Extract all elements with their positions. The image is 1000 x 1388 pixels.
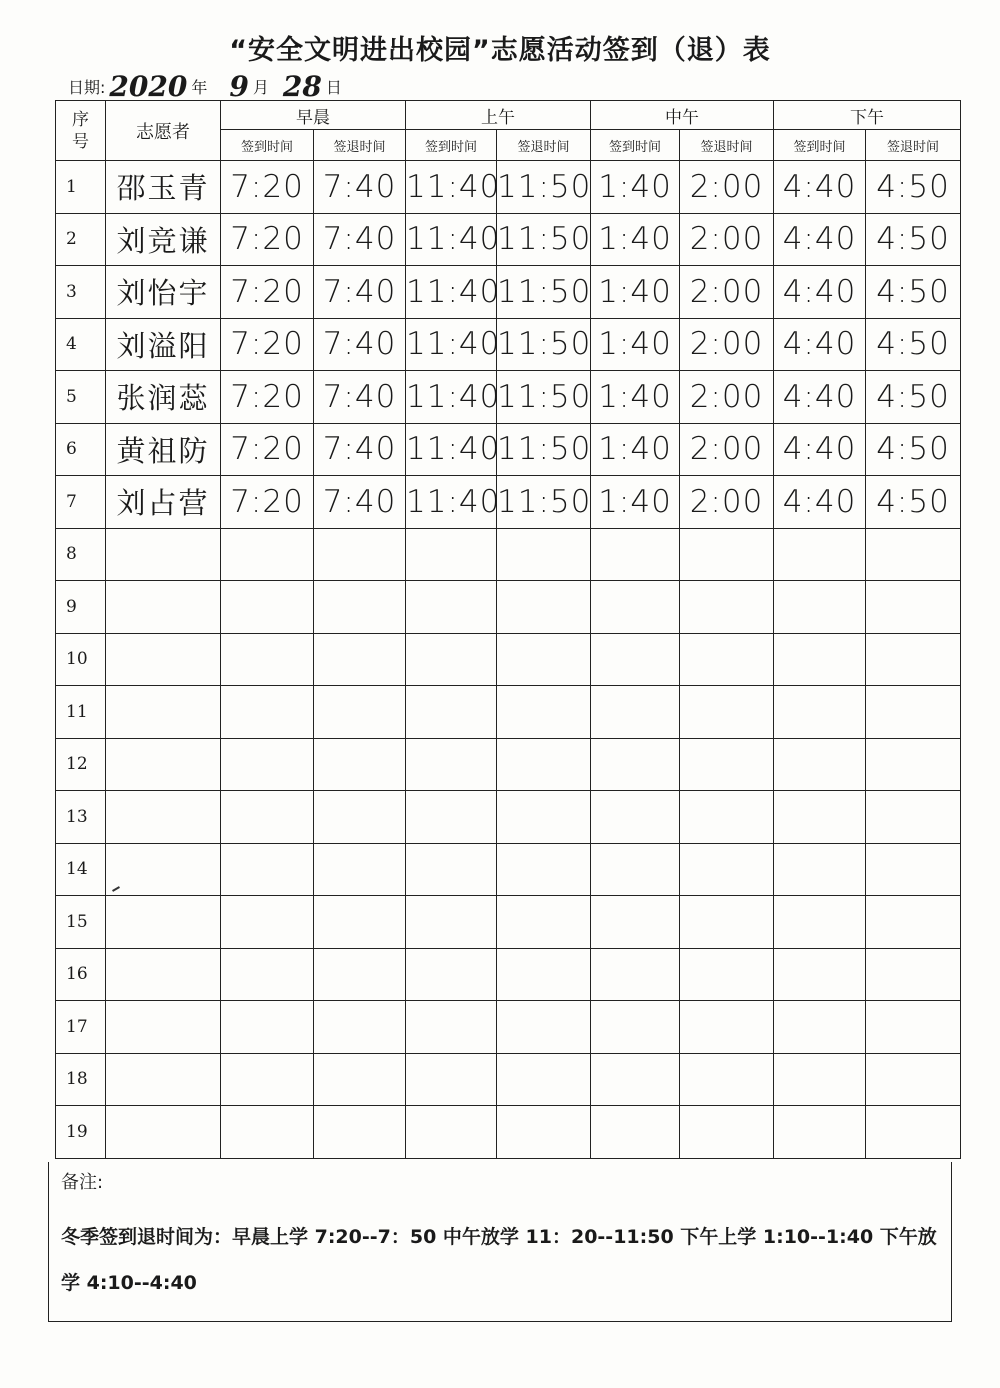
sign-in-time [406, 948, 497, 1001]
table-row [56, 1053, 961, 1106]
sign-in-time [406, 581, 497, 634]
sign-out-time [314, 686, 406, 739]
sign-in-time [774, 686, 866, 739]
notes-section [48, 1162, 952, 1322]
period-header-morning: 早晨 [221, 101, 406, 130]
sign-out-time [497, 633, 591, 686]
table-row [56, 1106, 961, 1159]
row-number: 9 [56, 581, 106, 634]
sign-out-time [680, 581, 774, 634]
sign-in-time [221, 1106, 314, 1159]
sign-out-time [314, 791, 406, 844]
date-year-unit: 年 [191, 78, 208, 97]
sign-out-time: 2:00 [680, 161, 774, 214]
date-line [68, 70, 342, 103]
sign-out-time [866, 896, 961, 949]
period-header-afternoon: 下午 [774, 101, 961, 130]
sign-in-time [774, 1001, 866, 1054]
sign-in-time [221, 948, 314, 1001]
sign-in-time [774, 791, 866, 844]
sign-in-time: 1:40 [591, 318, 680, 371]
sign-in-time [591, 633, 680, 686]
volunteer-name [106, 738, 221, 791]
sign-out-time [680, 843, 774, 896]
date-label: 日期: [68, 78, 106, 97]
table-row [56, 896, 961, 949]
sign-in-time [406, 738, 497, 791]
table-row [56, 686, 961, 739]
date-year: 2020 [109, 70, 188, 103]
sign-out-time [314, 1053, 406, 1106]
sign-in-header: 签到时间 [221, 130, 314, 161]
sign-out-time [314, 896, 406, 949]
table-row [56, 528, 961, 581]
attendance-table [55, 100, 961, 1159]
sign-in-time [591, 528, 680, 581]
table-row [56, 423, 961, 476]
sign-in-time [406, 1001, 497, 1054]
sign-out-time [497, 686, 591, 739]
sign-in-time: 1:40 [591, 161, 680, 214]
table-row [56, 371, 961, 424]
volunteer-name: 刘竞谦 [106, 213, 221, 266]
sign-out-time [866, 686, 961, 739]
table-row [56, 161, 961, 214]
sign-in-time: 4:40 [774, 318, 866, 371]
table-row [56, 266, 961, 319]
table-row [56, 843, 961, 896]
sign-out-time: 7:40 [314, 213, 406, 266]
sign-out-time [314, 1001, 406, 1054]
sign-in-time: 4:40 [774, 213, 866, 266]
volunteer-name [106, 581, 221, 634]
volunteer-name: 张润蕊 [106, 371, 221, 424]
sign-in-time: 1:40 [591, 213, 680, 266]
table-row [56, 948, 961, 1001]
sign-in-time [774, 528, 866, 581]
sign-out-time: 7:40 [314, 423, 406, 476]
sign-out-time: 2:00 [680, 423, 774, 476]
sign-out-time [866, 738, 961, 791]
sign-out-time: 4:50 [866, 266, 961, 319]
sign-in-time: 7:20 [221, 213, 314, 266]
sign-in-time: 7:20 [221, 318, 314, 371]
table-row [56, 1001, 961, 1054]
table-row [56, 318, 961, 371]
sign-out-time [314, 528, 406, 581]
sign-out-time: 11:50 [497, 423, 591, 476]
row-number: 13 [56, 791, 106, 844]
sign-in-time [221, 528, 314, 581]
sign-in-time: 4:40 [774, 423, 866, 476]
row-number: 5 [56, 371, 106, 424]
date-day: 28 [282, 70, 322, 103]
row-number: 16 [56, 948, 106, 1001]
sign-out-time: 7:40 [314, 318, 406, 371]
sign-out-time: 7:40 [314, 161, 406, 214]
sign-out-time: 11:50 [497, 266, 591, 319]
sign-out-time: 7:40 [314, 266, 406, 319]
sign-out-time [866, 633, 961, 686]
sign-out-time [680, 686, 774, 739]
sign-out-time: 7:40 [314, 476, 406, 529]
date-day-unit: 日 [325, 78, 342, 97]
sign-in-time [774, 843, 866, 896]
sign-out-time [497, 528, 591, 581]
table-row [56, 738, 961, 791]
sign-out-time [680, 633, 774, 686]
attendance-table-wrap [55, 100, 960, 1159]
sign-out-time [497, 581, 591, 634]
sign-in-time [406, 528, 497, 581]
sign-out-time [866, 948, 961, 1001]
volunteer-name [106, 896, 221, 949]
sign-in-header: 签到时间 [591, 130, 680, 161]
sign-out-time: 2:00 [680, 371, 774, 424]
row-number: 14 [56, 843, 106, 896]
row-number: 1 [56, 161, 106, 214]
volunteer-name: 邵玉青 [106, 161, 221, 214]
sign-in-time: 11:40 [406, 318, 497, 371]
sign-out-time: 2:00 [680, 476, 774, 529]
sign-in-time [591, 791, 680, 844]
sign-out-time [866, 528, 961, 581]
volunteer-name [106, 1053, 221, 1106]
sign-out-time: 11:50 [497, 476, 591, 529]
sign-out-time [680, 1001, 774, 1054]
sheet-title: “安全文明进出校园”志愿活动签到（退）表 [229, 35, 771, 66]
sign-out-time: 4:50 [866, 371, 961, 424]
row-number: 4 [56, 318, 106, 371]
table-row [56, 791, 961, 844]
sign-out-time [866, 791, 961, 844]
sign-out-time [314, 1106, 406, 1159]
header-row-periods [56, 101, 961, 130]
sign-out-time: 7:40 [314, 371, 406, 424]
sign-out-time [314, 633, 406, 686]
sign-out-time [680, 948, 774, 1001]
notes-label: 备注: [61, 1172, 104, 1193]
sign-in-time: 1:40 [591, 423, 680, 476]
sign-out-time [680, 738, 774, 791]
sign-out-time: 4:50 [866, 161, 961, 214]
row-number: 2 [56, 213, 106, 266]
row-number: 7 [56, 476, 106, 529]
volunteer-name [106, 633, 221, 686]
volunteer-name [106, 948, 221, 1001]
sign-in-time [774, 1106, 866, 1159]
volunteer-name [106, 1001, 221, 1054]
sign-in-time [591, 896, 680, 949]
sign-in-time [221, 1053, 314, 1106]
volunteer-name: 刘占营 [106, 476, 221, 529]
volunteer-name [106, 686, 221, 739]
period-header-forenoon: 上午 [406, 101, 591, 130]
row-number: 12 [56, 738, 106, 791]
sign-in-time: 11:40 [406, 213, 497, 266]
sign-in-time: 1:40 [591, 476, 680, 529]
sign-in-time: 11:40 [406, 266, 497, 319]
sign-in-time [774, 896, 866, 949]
sign-out-time [314, 738, 406, 791]
row-number: 19 [56, 1106, 106, 1159]
sign-out-time: 4:50 [866, 476, 961, 529]
sign-out-time [680, 1106, 774, 1159]
sign-in-time [774, 581, 866, 634]
sign-in-time: 7:20 [221, 371, 314, 424]
sign-in-time [591, 686, 680, 739]
sign-out-time: 4:50 [866, 213, 961, 266]
sign-out-time [497, 791, 591, 844]
row-number: 8 [56, 528, 106, 581]
sign-out-time [497, 1053, 591, 1106]
sign-in-time [774, 1053, 866, 1106]
period-header-noon: 中午 [591, 101, 774, 130]
row-number: 17 [56, 1001, 106, 1054]
volunteer-name: 黄祖防 [106, 423, 221, 476]
sign-in-time [406, 843, 497, 896]
sign-out-time [866, 1053, 961, 1106]
sign-in-time [406, 791, 497, 844]
sign-in-time: 4:40 [774, 476, 866, 529]
volunteer-name: 刘怡宇 [106, 266, 221, 319]
sign-in-time [406, 1106, 497, 1159]
sign-out-time [497, 1001, 591, 1054]
sign-in-time [591, 843, 680, 896]
table-row [56, 476, 961, 529]
sign-out-time [680, 791, 774, 844]
sign-in-time: 7:20 [221, 423, 314, 476]
sign-in-time [406, 896, 497, 949]
sign-out-header: 签退时间 [497, 130, 591, 161]
sign-in-time [774, 738, 866, 791]
row-number: 10 [56, 633, 106, 686]
sign-in-time: 7:20 [221, 266, 314, 319]
sign-out-time [497, 1106, 591, 1159]
sign-in-time [591, 1053, 680, 1106]
sign-in-time [591, 1001, 680, 1054]
sign-in-time: 11:40 [406, 423, 497, 476]
sign-out-time [314, 948, 406, 1001]
sign-in-time [591, 948, 680, 1001]
sign-out-time: 2:00 [680, 213, 774, 266]
sign-in-time [406, 686, 497, 739]
date-month-unit: 月 [252, 78, 269, 97]
sign-in-time [221, 738, 314, 791]
sign-in-time: 4:40 [774, 371, 866, 424]
table-row [56, 213, 961, 266]
row-number: 15 [56, 896, 106, 949]
sign-out-time: 4:50 [866, 423, 961, 476]
volunteer-header: 志愿者 [106, 101, 221, 161]
sign-in-time: 11:40 [406, 476, 497, 529]
sign-in-time [591, 738, 680, 791]
sign-in-time [774, 948, 866, 1001]
sign-in-time [221, 843, 314, 896]
sign-in-time: 7:20 [221, 476, 314, 529]
table-row [56, 581, 961, 634]
sign-in-time: 11:40 [406, 161, 497, 214]
sign-out-time [497, 948, 591, 1001]
sign-out-time [497, 843, 591, 896]
row-number: 3 [56, 266, 106, 319]
volunteer-name [106, 791, 221, 844]
sign-in-time [406, 1053, 497, 1106]
sign-out-header: 签退时间 [680, 130, 774, 161]
sign-in-time: 4:40 [774, 266, 866, 319]
sign-out-header: 签退时间 [314, 130, 406, 161]
sign-out-time [866, 581, 961, 634]
volunteer-name [106, 528, 221, 581]
sign-out-time [680, 528, 774, 581]
sign-in-time [221, 896, 314, 949]
sign-in-time: 1:40 [591, 266, 680, 319]
sign-out-time [314, 843, 406, 896]
sign-out-time: 11:50 [497, 371, 591, 424]
volunteer-name [106, 843, 221, 896]
sign-out-header: 签退时间 [866, 130, 961, 161]
sign-out-time: 4:50 [866, 318, 961, 371]
sign-in-time [221, 581, 314, 634]
seq-header: 序号 [56, 101, 106, 161]
sign-in-time: 1:40 [591, 371, 680, 424]
sign-out-time [497, 738, 591, 791]
sign-out-time: 11:50 [497, 213, 591, 266]
sign-in-time [591, 1106, 680, 1159]
sign-out-time: 11:50 [497, 161, 591, 214]
sign-out-time [497, 896, 591, 949]
sign-out-time [866, 1106, 961, 1159]
sign-out-time [866, 843, 961, 896]
sign-out-time [314, 581, 406, 634]
sign-in-time [591, 581, 680, 634]
date-month: 9 [229, 70, 249, 103]
sign-out-time [680, 1053, 774, 1106]
sign-in-time [221, 686, 314, 739]
sign-out-time: 11:50 [497, 318, 591, 371]
table-row [56, 633, 961, 686]
sign-in-header: 签到时间 [406, 130, 497, 161]
volunteer-name: 刘溢阳 [106, 318, 221, 371]
sign-out-time [680, 896, 774, 949]
sign-in-time: 11:40 [406, 371, 497, 424]
sign-out-time [866, 1001, 961, 1054]
notes-text: 冬季签到退时间为：早晨上学 7:20--7：50 中午放学 11：20--11:50 下午上学 1:10--1:40 下午放学 4:10--4:40 [61, 1226, 937, 1294]
volunteer-name [106, 1106, 221, 1159]
row-number: 18 [56, 1053, 106, 1106]
sign-in-time [221, 791, 314, 844]
sign-out-time: 2:00 [680, 318, 774, 371]
sign-out-time: 2:00 [680, 266, 774, 319]
sign-in-time [221, 633, 314, 686]
row-number: 11 [56, 686, 106, 739]
sign-in-time: 4:40 [774, 161, 866, 214]
sign-in-header: 签到时间 [774, 130, 866, 161]
row-number: 6 [56, 423, 106, 476]
sign-in-time [406, 633, 497, 686]
sign-in-time [774, 633, 866, 686]
sign-in-time [221, 1001, 314, 1054]
sign-in-time: 7:20 [221, 161, 314, 214]
